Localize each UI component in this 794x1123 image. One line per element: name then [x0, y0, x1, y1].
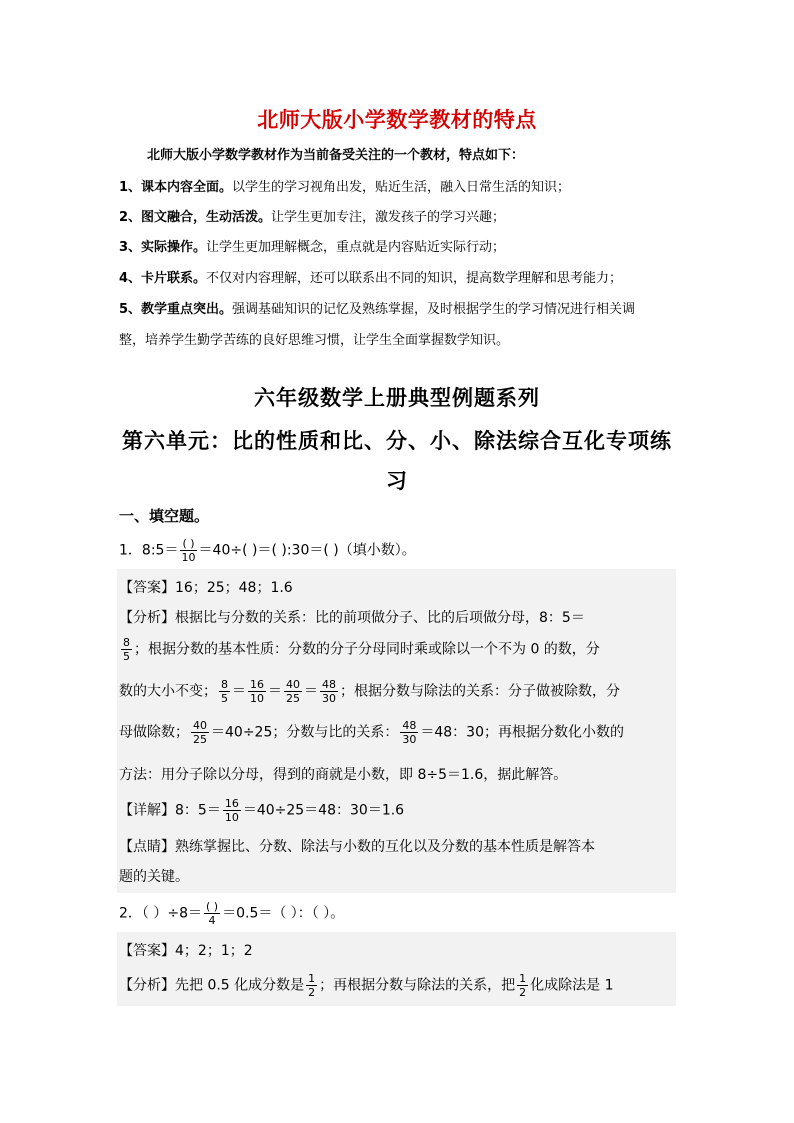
intro-text: 北师大版小学数学教材作为当前备受关注的一个教材，特点如下： — [147, 148, 525, 163]
analysis-line: 母做除数； $\frac{40}{25}$ ＝40÷25；分数与比的关系： $\frac{48}{30}$ ＝48：30；再根据分数化小数的 — [119, 719, 624, 746]
comment-line: 【点睛】熟练掌握比、分数、除法与小数的互化以及分数的基本性质是解答本 — [119, 839, 595, 855]
heading-unit: 第六单元：比的性质和比、分、小、除法综合互化专项练 — [122, 429, 672, 453]
section-heading: 一、填空题。 — [119, 507, 210, 525]
question-1: 1．8:5＝ $\frac{( )}{10}$ ＝40÷( )＝( ):30＝( )（填小数）。 — [119, 537, 416, 564]
heading-unit-cont: 习 — [386, 469, 408, 493]
feature-item: 1、课本内容全面。以学生的学习视角出发，贴近生活，融入日常生活的知识； — [119, 180, 571, 195]
question-2: 2．（ ）÷8＝ $\frac{( )}{4}$ ＝0.5＝（ ）：（ ）。 — [119, 900, 345, 927]
feature-item: 4、卡片联系。不仅对内容理解，还可以联系出不同的知识，提高数学理解和思考能力； — [119, 271, 623, 286]
fraction: $\frac{( )}{4}$ — [206, 900, 219, 927]
detail-line: 【详解】8：5＝ $\frac{16}{10}$ ＝40÷25＝48：30＝1.6 — [119, 797, 405, 824]
feature-item: 3、实际操作。让学生更加理解概念，重点就是内容贴近实际行动； — [119, 240, 506, 255]
heading-series: 六年级数学上册典型例题系列 — [254, 386, 540, 410]
comment-line: 题的关键。 — [119, 869, 189, 885]
page-title: 北师大版小学数学教材的特点 — [257, 108, 537, 132]
analysis-line: 【分析】先把 0.5 化成分数是 $\frac{1}{2}$ ；再根据分数与除法的关系，把 $\frac{1}{2}$ 化成除法是 1 — [119, 972, 614, 999]
feature-item: 5、教学重点突出。强调基础知识的记忆及熟练掌握，及时根据学生的学习情况进行相关调 — [119, 302, 636, 317]
answer-line: 【答案】4；2；1；2 — [119, 943, 253, 959]
feature-item: 整，培养学生勤学苦练的良好思维习惯，让学生全面掌握数学知识。 — [119, 333, 510, 348]
analysis-line: 【分析】根据比与分数的关系：比的前项做分子、比的后项做分母，8：5＝ — [119, 610, 585, 626]
feature-item: 2、图文融合，生动活泼。让学生更加专注，激发孩子的学习兴趣； — [119, 210, 506, 225]
analysis-line: 数的大小不变； $\frac{8}{5}$ ＝ $\frac{16}{10}$ ＝ $\frac{40}{25}$ ＝ $\frac{48}{30}$ ；根据分数与除法的关系：分子做被除数，分 — [119, 678, 620, 705]
analysis-line: 方法：用分子除以分母，得到的商就是小数，即 8÷5＝1.6，据此解答。 — [119, 767, 568, 783]
analysis-line: $\frac{8}{5}$ ；根据分数的基本性质：分数的分子分母同时乘或除以一个不为 0 的数，分 — [123, 636, 600, 663]
fraction: $\frac{( )}{10}$ — [181, 537, 196, 564]
answer-line: 【答案】16；25；48；1.6 — [119, 580, 293, 596]
